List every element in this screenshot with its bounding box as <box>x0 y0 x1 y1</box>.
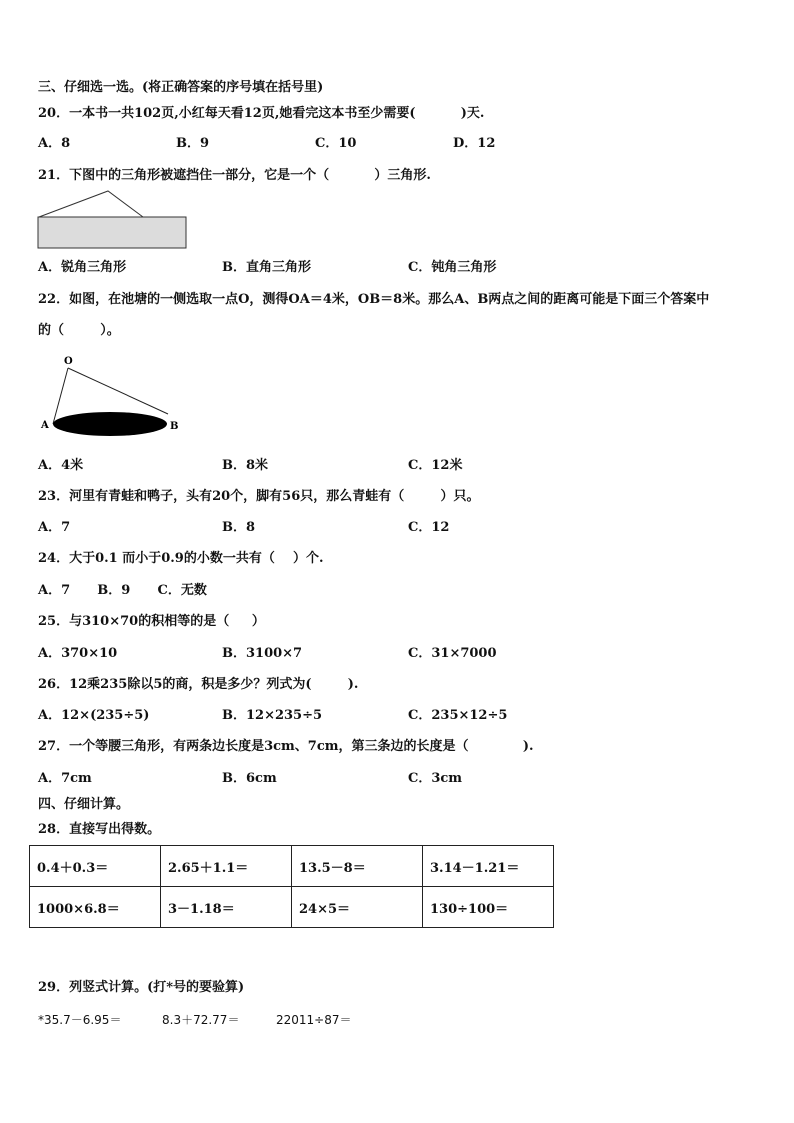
question-28-stem: 28．直接写出得数。 <box>38 822 161 837</box>
table-cell: 3.14－1.21＝ <box>423 846 554 887</box>
q25-option-a: A．370×10 <box>38 646 118 661</box>
table-cell: 24×5＝ <box>292 887 423 928</box>
q25-option-b: B．3100×7 <box>222 646 303 661</box>
table-cell: 130÷100＝ <box>423 887 554 928</box>
q26-option-a: A．12×(235÷5) <box>38 708 150 723</box>
question-22-stem: 22．如图，在池塘的一侧选取一点O，测得OA＝4米，OB＝8米。那么A、B两点之间的距离可能是下面三个答案中 <box>38 292 710 307</box>
q26-option-c: C．235×12÷5 <box>408 708 508 723</box>
q22-option-c: C．12米 <box>408 458 463 473</box>
q21-cover-rectangle <box>38 217 186 248</box>
mental-math-table <box>29 845 554 928</box>
table-row <box>30 846 554 887</box>
question-26-stem: 26．12乘235除以5的商，积是多少？列式为( ). <box>38 677 359 692</box>
q20-option-d: D．12 <box>453 136 496 151</box>
q24-options: A．7 B．9 C．无数 <box>38 583 207 598</box>
q27-option-a: A．7cm <box>38 771 92 786</box>
q29-item-2: 8.3＋72.77＝ <box>162 1013 240 1027</box>
section-4-title: 四、仔细计算。 <box>38 797 130 812</box>
table-row <box>30 887 554 928</box>
q23-option-b: B．8 <box>222 520 256 535</box>
question-20-stem: 20．一本书一共102页,小红每天看12页,她看完这本书至少需要( )天. <box>38 106 485 121</box>
section-3-title: 三、仔细选一选。(将正确答案的序号填在括号里) <box>38 80 324 95</box>
question-29-stem: 29．列竖式计算。(打*号的要验算) <box>38 980 245 995</box>
table-cell: 13.5－8＝ <box>292 846 423 887</box>
table-cell: 1000×6.8＝ <box>30 887 161 928</box>
q21-option-a: A．锐角三角形 <box>38 260 127 275</box>
q21-hidden-triangle-figure <box>37 190 189 252</box>
question-25-stem: 25．与310×70的积相等的是（ ） <box>38 614 265 629</box>
q26-option-b: B．12×235÷5 <box>222 708 323 723</box>
q29-item-1: *35.7－6.95＝ <box>38 1013 122 1027</box>
question-24-stem: 24．大于0.1 而小于0.9的小数一共有（ ）个. <box>38 551 324 566</box>
q22-option-a: A．4米 <box>38 458 84 473</box>
q22-label-o: O <box>64 356 73 367</box>
q21-option-b: B．直角三角形 <box>222 260 311 275</box>
q22-segment-ob <box>68 368 168 414</box>
question-21-stem: 21．下图中的三角形被遮挡住一部分，它是一个（ ）三角形. <box>38 168 431 183</box>
question-23-stem: 23．河里有青蛙和鸭子，头有20个，脚有56只，那么青蛙有（ ）只。 <box>38 489 480 504</box>
q22-pond-figure <box>40 352 185 437</box>
q29-item-3: 22011÷87＝ <box>276 1013 352 1027</box>
q20-option-c: C．10 <box>315 136 357 151</box>
q22-label-b: B <box>170 421 179 432</box>
q23-option-a: A．7 <box>38 520 71 535</box>
q21-triangle-top <box>39 191 143 217</box>
q22-label-a: A <box>41 420 49 431</box>
question-27-stem: 27．一个等腰三角形，有两条边长度是3cm、7cm，第三条边的长度是（ ). <box>38 739 534 754</box>
q22-option-b: B．8米 <box>222 458 269 473</box>
q21-option-c: C．钝角三角形 <box>408 260 497 275</box>
q27-option-b: B．6cm <box>222 771 277 786</box>
q20-option-a: A．8 <box>38 136 71 151</box>
q27-option-c: C．3cm <box>408 771 463 786</box>
q22-segment-oa <box>53 368 68 424</box>
table-cell: 0.4＋0.3＝ <box>30 846 161 887</box>
table-cell: 3－1.18＝ <box>161 887 292 928</box>
table-cell: 2.65＋1.1＝ <box>161 846 292 887</box>
q20-option-b: B．9 <box>176 136 210 151</box>
q23-option-c: C．12 <box>408 520 450 535</box>
q22-pond <box>53 412 167 436</box>
q25-option-c: C．31×7000 <box>408 646 497 661</box>
question-22-stem-continued: 的（ ）。 <box>38 323 120 338</box>
